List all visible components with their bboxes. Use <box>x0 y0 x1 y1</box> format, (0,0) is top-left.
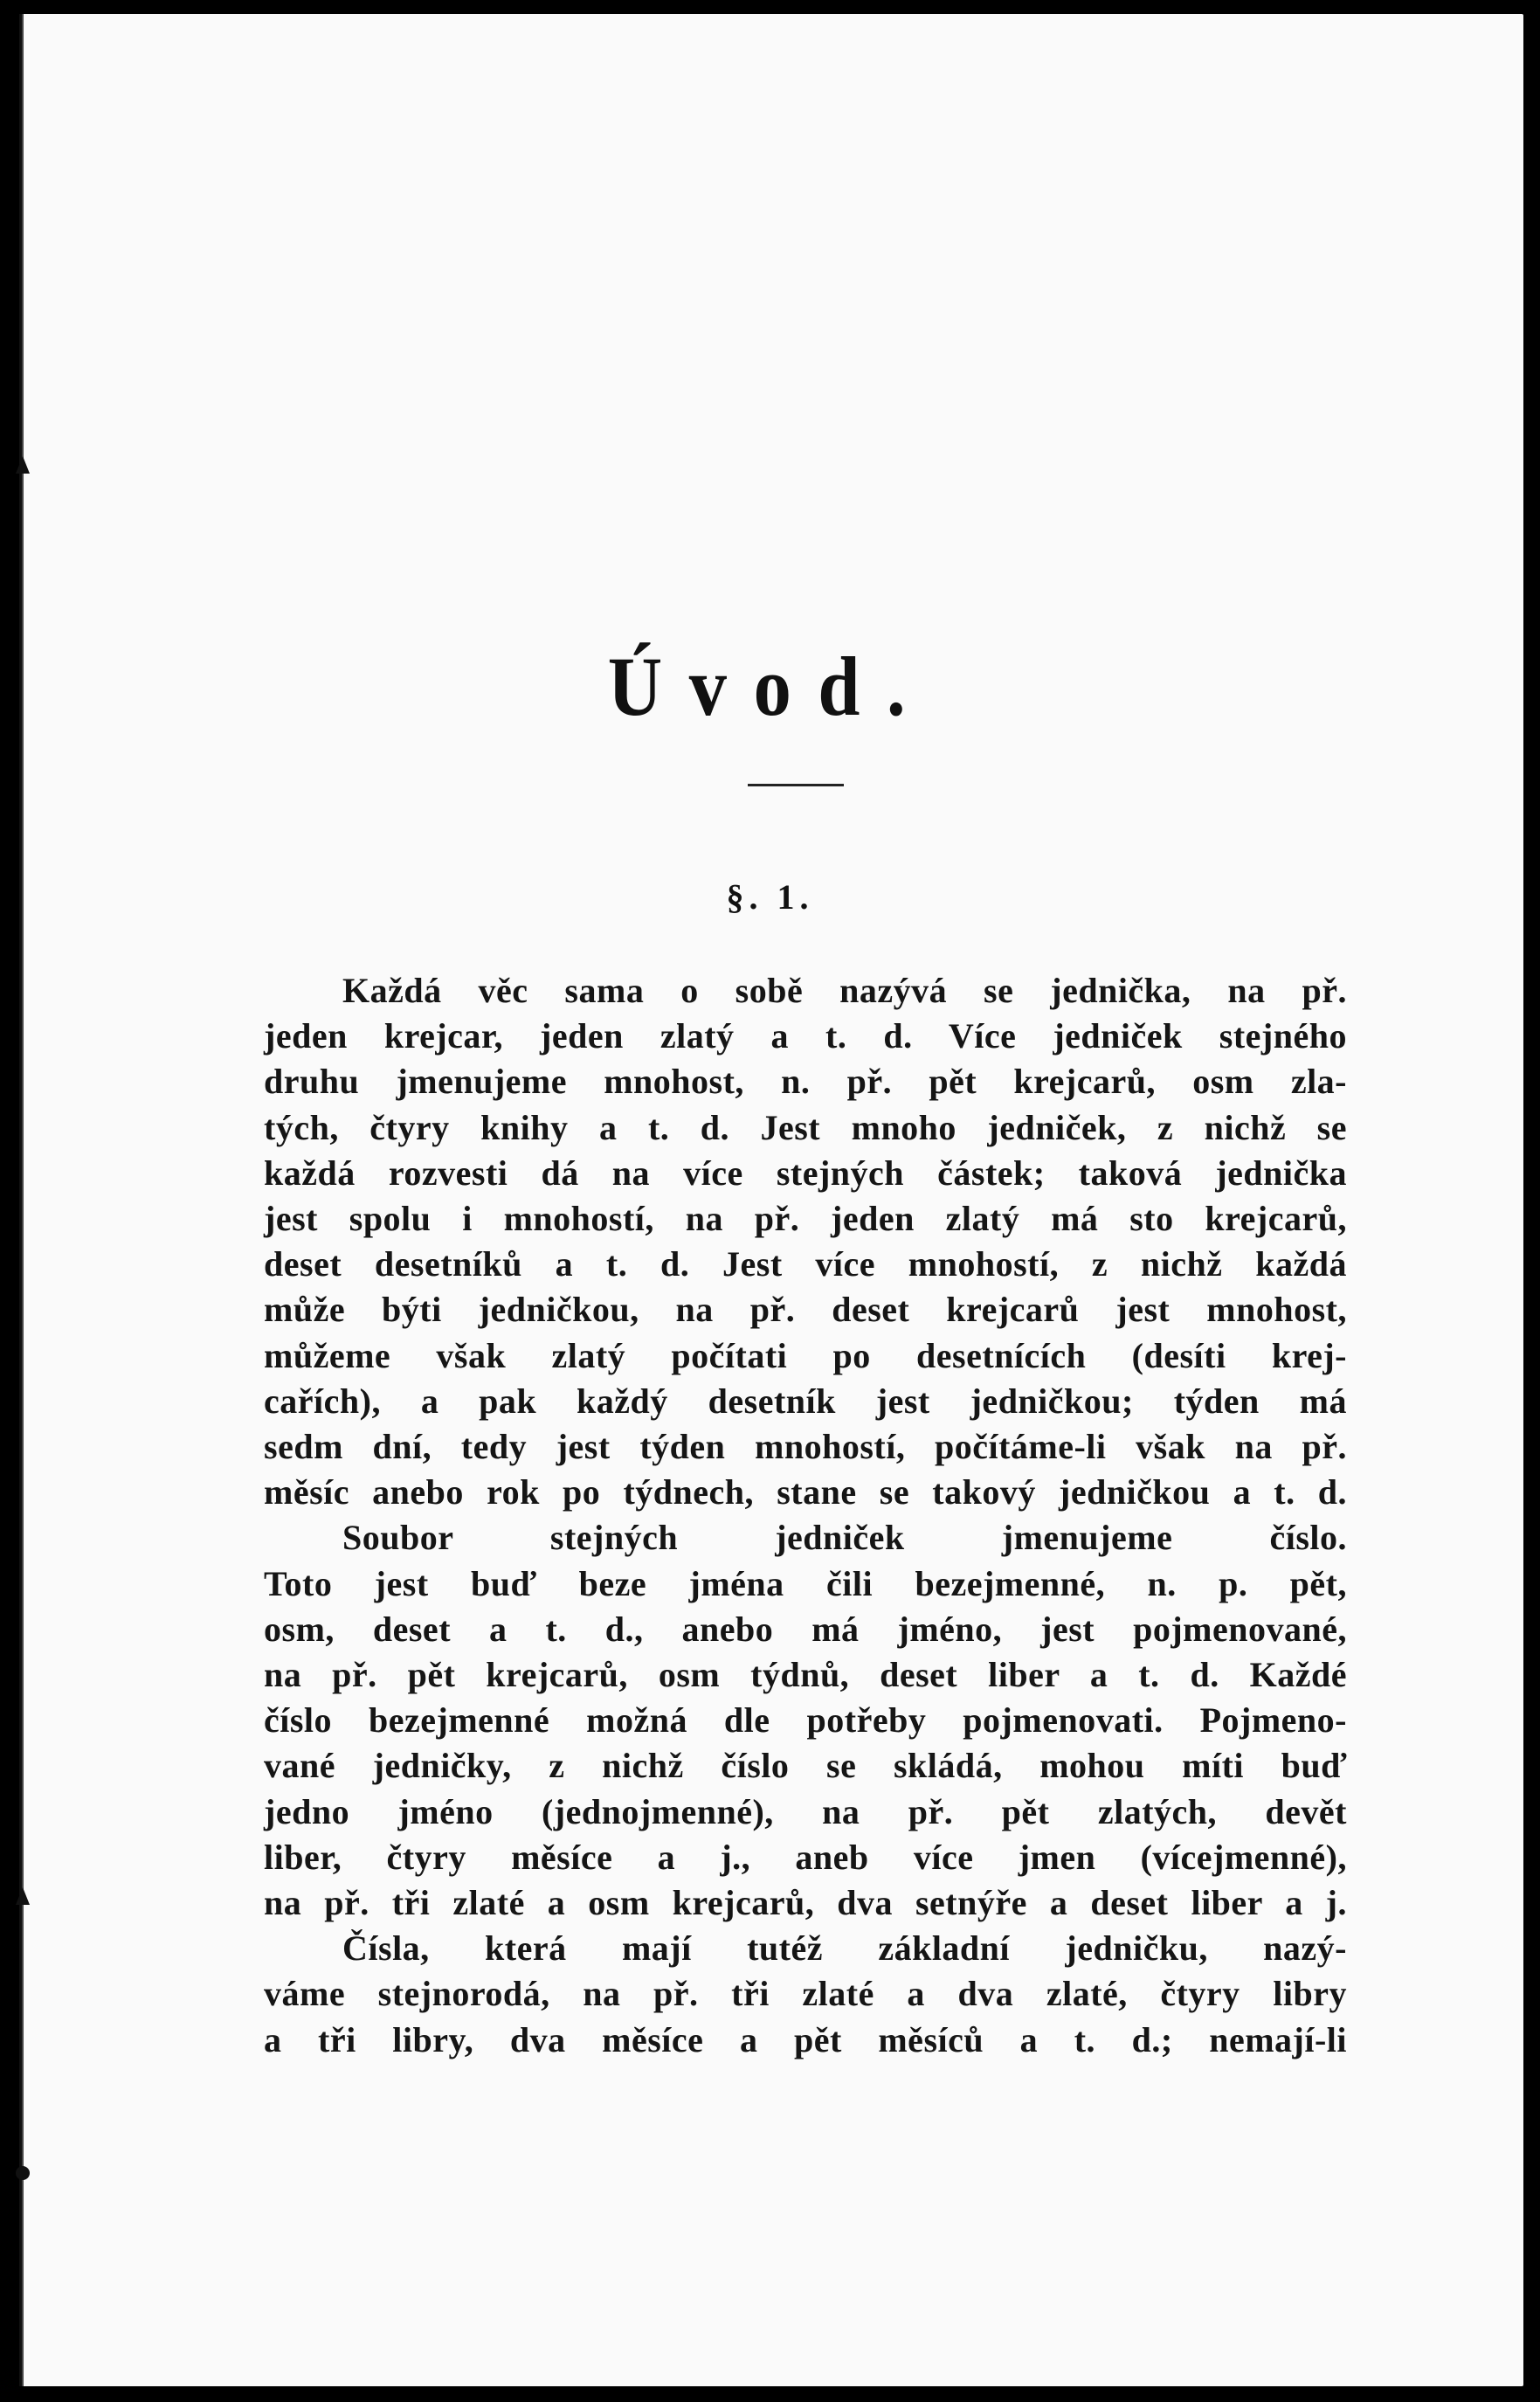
binding-clip-mark <box>12 1886 33 1907</box>
binding-edge <box>19 14 28 2386</box>
text-line: Soubor stejných jedniček jmenujeme číslo. <box>342 1518 1347 1558</box>
text-line: Čísla, která mají tutéž základní jedničku, nazý- <box>342 1928 1347 1969</box>
text-line: můžeme však zlatý počítati po desetnících (desíti krej- <box>264 1335 1347 1375</box>
text-line: tých, čtyry knihy a t. d. Jest mnoho jedniček, z nichž se <box>264 1107 1347 1147</box>
text-line: jedno jméno (jednojmenné), na př. pět zlatých, devět <box>264 1791 1347 1831</box>
binding-clip-mark <box>12 454 33 475</box>
text-line: cařích), a pak každý desetník jest jedničkou; týden má <box>264 1381 1347 1421</box>
text-line: liber, čtyry měsíce a j., aneb více jmen (vícejmenné), <box>264 1837 1347 1877</box>
title-divider <box>748 784 844 786</box>
text-line: měsíc anebo rok po týdnech, stane se takový jedničkou a t. d. <box>264 1472 1347 1512</box>
text-line: může býti jedničkou, na př. deset krejcarů jest mnohost, <box>264 1290 1347 1330</box>
text-line: jeden krejcar, jeden zlatý a t. d. Více jedniček stejného <box>264 1016 1347 1056</box>
page-title: Úvod. <box>607 640 933 733</box>
text-line: vané jedničky, z nichž číslo se skládá, mohou míti buď <box>264 1746 1347 1786</box>
text-line: váme stejnorodá, na př. tři zlaté a dva zlaté, čtyry libry <box>264 1974 1347 2014</box>
text-line: na př. tři zlaté a osm krejcarů, dva setnýře a deset liber a j. <box>264 1883 1347 1923</box>
text-line: jest spolu i mnohostí, na př. jeden zlatý má sto krejcarů, <box>264 1199 1347 1239</box>
text-line: druhu jmenujeme mnohost, n. př. pět krejcarů, osm zla- <box>264 1062 1347 1102</box>
body-text <box>264 968 1347 2063</box>
text-line: každá rozvesti dá na více stejných částek; taková jednička <box>264 1153 1347 1193</box>
text-line: a tři libry, dva měsíce a pět měsíců a t. d.; nemají-li <box>264 2019 1347 2059</box>
text-line: Každá věc sama o sobě nazývá se jednička, na př. <box>342 971 1347 1010</box>
binding-clip-mark <box>12 2163 33 2184</box>
section-number: §. 1. <box>726 877 814 917</box>
text-line: sedm dní, tedy jest týden mnohostí, počítáme-li však na př. <box>264 1427 1347 1467</box>
text-line: deset desetníků a t. d. Jest více mnohostí, z nichž každá <box>264 1244 1347 1284</box>
text-line: na př. pět krejcarů, osm týdnů, deset liber a t. d. Každé <box>264 1655 1347 1695</box>
text-line: Toto jest buď beze jména čili bezejmenné, n. p. pět, <box>264 1563 1347 1603</box>
text-line: číslo bezejmenné možná dle potřeby pojmenovati. Pojmeno- <box>264 1700 1347 1741</box>
text-line: osm, deset a t. d., anebo má jméno, jest pojmenované, <box>264 1609 1347 1649</box>
